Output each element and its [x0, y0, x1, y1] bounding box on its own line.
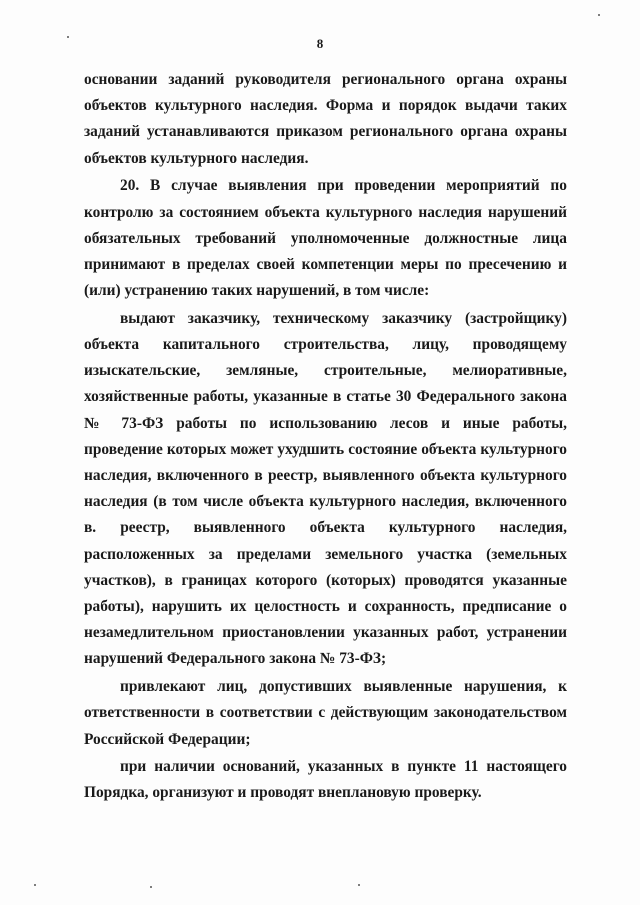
page-number: 8: [316, 36, 324, 51]
paragraph-continuation: основании заданий руководителя регионального органа охраны объектов культурного наследия. Форма и порядок выдачи таких заданий устанавливаются приказом регионального органа охраны объектов культурного наследия.: [84, 71, 567, 167]
body-text: [84, 67, 567, 808]
paragraph-unscheduled-inspection: при наличии оснований, указанных в пункте 11 настоящего Порядка, организуют и проводят внеплановую проверку.: [84, 758, 567, 802]
scan-speck: [598, 14, 600, 16]
paragraph-liability: привлекают лиц, допустивших выявленные нарушения, к ответственности в соответствии с действующим законодательством Российской Федерации;: [84, 678, 567, 748]
scan-speck: [150, 886, 152, 888]
paragraph-item-20: 20. В случае выявления при проведении мероприятий по контролю за состоянием объекта культурного наследия нарушений обязательных требований уполномоченные должностные лица принимают в пределах своей компетенции меры по пресечению и (или) устранению таких нарушений, в том числе:: [84, 177, 567, 300]
scan-speck: [67, 36, 69, 38]
scan-speck: [358, 884, 360, 886]
paragraph-issue-order: выдают заказчику, техническому заказчику (застройщику) объекта капитального строительства, лицу, проводящему изыскательские, земляные, строительные, мелиоративные, хозяйственные работы, указанные в статье 30 Федерального закона № 73-ФЗ работы по использованию лесов и иные работы, проведение которых может ухудшить состояние объекта культурного наследия, включенного в реестр, выявленного объекта культурного наследия (в том числе объекта культурного наследия, включенного в. реестр, выявленного объекта культурного наследия, расположенных за пределами земельного участка (земельных участков), в границах которого (которых) проводятся указанные работы), нарушить их целостность и сохранность, предписание о незамедлительном приостановлении указанных работ, устранении нарушений Федерального закона № 73-ФЗ;: [84, 309, 567, 668]
scan-speck: [34, 884, 36, 886]
